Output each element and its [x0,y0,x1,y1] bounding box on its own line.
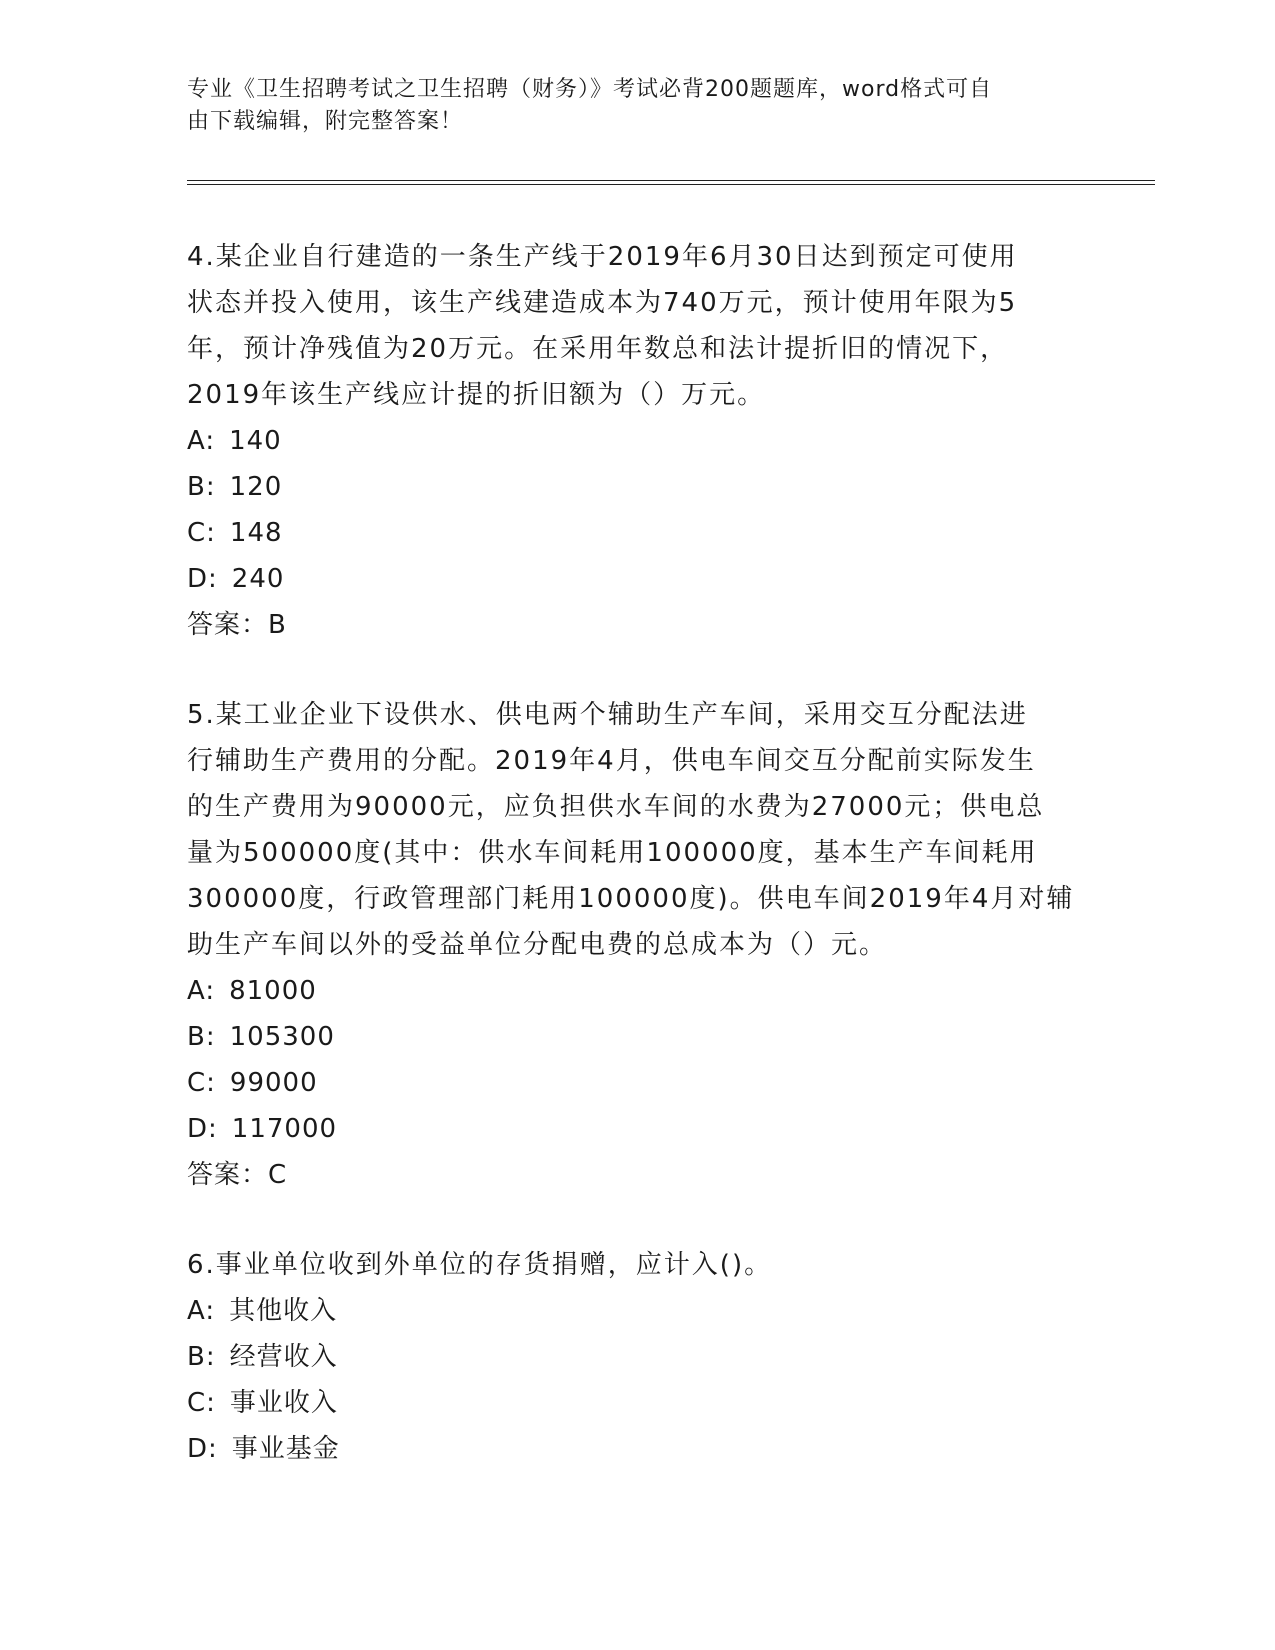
question-line: 2019年该生产线应计提的折旧额为（）万元。 [187,380,766,410]
option-label: D: [187,1434,218,1464]
option-value: 事业收入 [229,1388,338,1418]
document-header [187,74,1087,138]
option-label: B: [187,472,216,502]
option-d [187,1426,1087,1472]
option-value: 240 [231,564,285,594]
answer: 答案：B [187,610,287,640]
option-c [187,1060,1087,1106]
question-line: 4.某企业自行建造的一条生产线于2019年6月30日达到预定可使用 [187,242,1018,272]
question-5 [187,692,1087,1198]
option-label: B: [187,1342,216,1372]
option-d [187,1106,1087,1152]
question-text [187,234,1087,418]
question-line: 助生产车间以外的受益单位分配电费的总成本为（）元。 [187,930,888,960]
option-label: B: [187,1022,216,1052]
question-line: 状态并投入使用，该生产线建造成本为740万元，预计使用年限为5 [187,288,1018,318]
option-label: D: [187,564,218,594]
question-line: 行辅助生产费用的分配。2019年4月，供电车间交互分配前实际发生 [187,746,1036,776]
option-label: A: [187,426,216,456]
option-c [187,510,1087,556]
option-value: 其他收入 [229,1296,338,1326]
option-value: 140 [229,426,282,456]
option-value: 事业基金 [231,1434,340,1464]
question-4 [187,234,1087,648]
option-value: 81000 [229,976,317,1006]
option-label: C: [187,518,216,548]
option-value: 117000 [231,1114,338,1144]
question-line: 300000度，行政管理部门耗用100000度)。供电车间2019年4月对辅 [187,884,1075,914]
question-text [187,692,1087,968]
question-6 [187,1242,1087,1472]
option-label: D: [187,1114,218,1144]
question-text [187,1242,1087,1288]
option-b [187,464,1087,510]
option-b [187,1014,1087,1060]
option-value: 148 [229,518,283,548]
option-a [187,968,1087,1014]
option-c [187,1380,1087,1426]
question-line: 的生产费用为90000元，应负担供水车间的水费为27000元；供电总 [187,792,1045,822]
header-divider-top [187,180,1155,181]
header-divider-bottom [187,184,1155,185]
question-line: 5.某工业企业下设供水、供电两个辅助生产车间，采用交互分配法进 [187,700,1028,730]
option-a [187,418,1087,464]
option-label: C: [187,1388,216,1418]
header-line-2: 由下载编辑，附完整答案！ [187,109,464,134]
option-value: 105300 [229,1022,335,1052]
answer: 答案：C [187,1160,288,1190]
option-a [187,1288,1087,1334]
header-line-1: 专业《卫生招聘考试之卫生招聘（财务）》考试必背200题题库，word格式可自 [187,77,993,102]
option-label: A: [187,976,216,1006]
option-label: A: [187,1296,216,1326]
question-line: 6.事业单位收到外单位的存货捐赠，应计入()。 [187,1250,773,1280]
option-label: C: [187,1068,216,1098]
question-line: 量为500000度(其中：供水车间耗用100000度，基本生产车间耗用 [187,838,1038,868]
option-b [187,1334,1087,1380]
option-value: 120 [229,472,283,502]
question-line: 年，预计净残值为20万元。在采用年数总和法计提折旧的情况下， [187,334,1009,364]
option-d [187,556,1087,602]
option-value: 经营收入 [229,1342,338,1372]
question-list [187,234,1087,1516]
option-value: 99000 [229,1068,318,1098]
